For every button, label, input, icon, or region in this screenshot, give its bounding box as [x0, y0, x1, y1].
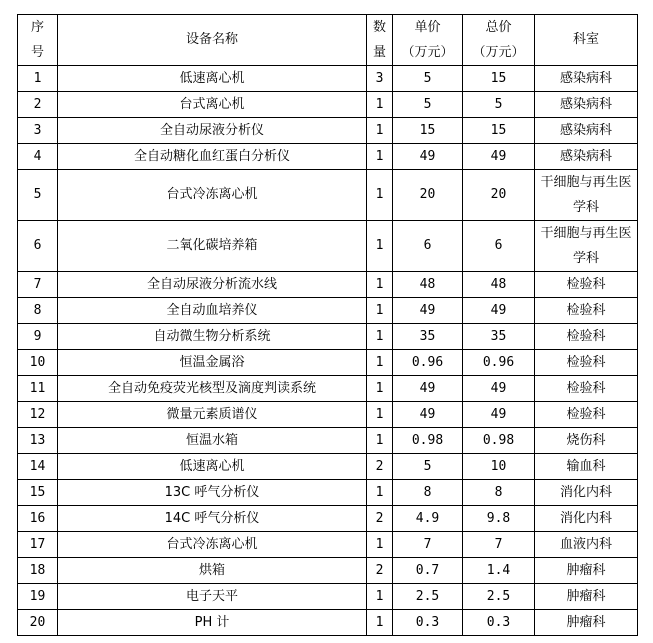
cell-dept: 消化内科: [535, 480, 638, 506]
table-row: [18, 376, 638, 402]
cell-total-price: 0.98: [463, 428, 535, 454]
cell-qty: 1: [367, 221, 393, 272]
cell-index: 8: [18, 298, 58, 324]
cell-dept: 感染病科: [535, 144, 638, 170]
cell-unit-price: 49: [393, 298, 463, 324]
cell-index: 3: [18, 118, 58, 144]
cell-unit-price: 35: [393, 324, 463, 350]
cell-name: 低速离心机: [58, 66, 367, 92]
table-row: [18, 610, 638, 636]
cell-unit-price: 8: [393, 480, 463, 506]
cell-qty: 1: [367, 584, 393, 610]
cell-unit-price: 5: [393, 454, 463, 480]
cell-unit-price: 4.9: [393, 506, 463, 532]
cell-qty: 1: [367, 610, 393, 636]
table-row: [18, 428, 638, 454]
table-row: [18, 66, 638, 92]
cell-unit-price: 0.7: [393, 558, 463, 584]
cell-name: 低速离心机: [58, 454, 367, 480]
cell-dept: 干细胞与再生医学科: [535, 170, 638, 221]
header-qty: 数 量: [367, 15, 393, 66]
cell-index: 17: [18, 532, 58, 558]
cell-qty: 2: [367, 454, 393, 480]
cell-qty: 1: [367, 118, 393, 144]
cell-dept: 干细胞与再生医学科: [535, 221, 638, 272]
cell-qty: 2: [367, 506, 393, 532]
table-row: [18, 170, 638, 221]
cell-name: 台式冷冻离心机: [58, 532, 367, 558]
cell-dept: 感染病科: [535, 66, 638, 92]
table-row: [18, 92, 638, 118]
cell-total-price: 15: [463, 66, 535, 92]
table-row: [18, 272, 638, 298]
cell-index: 5: [18, 170, 58, 221]
cell-qty: 1: [367, 298, 393, 324]
cell-qty: 2: [367, 558, 393, 584]
cell-unit-price: 0.96: [393, 350, 463, 376]
cell-total-price: 7: [463, 532, 535, 558]
cell-name: 台式离心机: [58, 92, 367, 118]
cell-unit-price: 49: [393, 376, 463, 402]
cell-qty: 1: [367, 376, 393, 402]
cell-total-price: 49: [463, 402, 535, 428]
cell-dept: 烧伤科: [535, 428, 638, 454]
table-row: [18, 324, 638, 350]
cell-qty: 1: [367, 272, 393, 298]
cell-name: 全自动尿液分析仪: [58, 118, 367, 144]
cell-unit-price: 15: [393, 118, 463, 144]
cell-dept: 检验科: [535, 350, 638, 376]
cell-index: 16: [18, 506, 58, 532]
header-name: 设备名称: [58, 15, 367, 66]
cell-name: 二氧化碳培养箱: [58, 221, 367, 272]
cell-dept: 检验科: [535, 376, 638, 402]
cell-unit-price: 0.98: [393, 428, 463, 454]
cell-unit-price: 48: [393, 272, 463, 298]
cell-total-price: 35: [463, 324, 535, 350]
table-row: [18, 480, 638, 506]
header-index: 序 号: [18, 15, 58, 66]
cell-dept: 输血科: [535, 454, 638, 480]
cell-name: 微量元素质谱仪: [58, 402, 367, 428]
cell-index: 11: [18, 376, 58, 402]
table-row: [18, 532, 638, 558]
cell-name: 全自动血培养仪: [58, 298, 367, 324]
cell-total-price: 9.8: [463, 506, 535, 532]
cell-total-price: 0.96: [463, 350, 535, 376]
cell-total-price: 15: [463, 118, 535, 144]
equipment-table: [17, 14, 638, 636]
table-row: [18, 454, 638, 480]
cell-unit-price: 49: [393, 144, 463, 170]
cell-total-price: 0.3: [463, 610, 535, 636]
cell-name: 电子天平: [58, 584, 367, 610]
header-unit-price: 单价 （万元）: [393, 15, 463, 66]
cell-name: 全自动尿液分析流水线: [58, 272, 367, 298]
cell-qty: 1: [367, 144, 393, 170]
cell-index: 18: [18, 558, 58, 584]
cell-dept: 检验科: [535, 324, 638, 350]
cell-index: 14: [18, 454, 58, 480]
cell-index: 6: [18, 221, 58, 272]
table-row: [18, 402, 638, 428]
cell-index: 12: [18, 402, 58, 428]
cell-name: 全自动糖化血红蛋白分析仪: [58, 144, 367, 170]
cell-name: 恒温水箱: [58, 428, 367, 454]
cell-dept: 血液内科: [535, 532, 638, 558]
cell-total-price: 48: [463, 272, 535, 298]
cell-unit-price: 5: [393, 66, 463, 92]
cell-total-price: 49: [463, 298, 535, 324]
cell-qty: 1: [367, 324, 393, 350]
header-dept: 科室: [535, 15, 638, 66]
cell-qty: 1: [367, 428, 393, 454]
cell-dept: 感染病科: [535, 118, 638, 144]
cell-total-price: 49: [463, 376, 535, 402]
cell-name: 台式冷冻离心机: [58, 170, 367, 221]
table-row: [18, 350, 638, 376]
cell-index: 19: [18, 584, 58, 610]
cell-qty: 1: [367, 92, 393, 118]
header-total-price: 总价 （万元）: [463, 15, 535, 66]
cell-index: 4: [18, 144, 58, 170]
cell-dept: 检验科: [535, 272, 638, 298]
cell-total-price: 10: [463, 454, 535, 480]
cell-dept: 肿瘤科: [535, 610, 638, 636]
cell-index: 7: [18, 272, 58, 298]
cell-unit-price: 20: [393, 170, 463, 221]
cell-index: 2: [18, 92, 58, 118]
table-row: [18, 584, 638, 610]
cell-qty: 1: [367, 170, 393, 221]
cell-name: 13C 呼气分析仪: [58, 480, 367, 506]
cell-qty: 1: [367, 480, 393, 506]
cell-index: 10: [18, 350, 58, 376]
table-row: [18, 298, 638, 324]
cell-total-price: 8: [463, 480, 535, 506]
cell-index: 20: [18, 610, 58, 636]
cell-name: 自动微生物分析系统: [58, 324, 367, 350]
cell-qty: 3: [367, 66, 393, 92]
table-row: [18, 221, 638, 272]
header-row: [18, 15, 638, 66]
cell-total-price: 1.4: [463, 558, 535, 584]
cell-qty: 1: [367, 402, 393, 428]
cell-name: 烘箱: [58, 558, 367, 584]
cell-qty: 1: [367, 350, 393, 376]
cell-dept: 检验科: [535, 402, 638, 428]
cell-name: 14C 呼气分析仪: [58, 506, 367, 532]
table-row: [18, 144, 638, 170]
cell-dept: 消化内科: [535, 506, 638, 532]
cell-unit-price: 5: [393, 92, 463, 118]
cell-index: 15: [18, 480, 58, 506]
cell-unit-price: 49: [393, 402, 463, 428]
cell-total-price: 2.5: [463, 584, 535, 610]
cell-unit-price: 7: [393, 532, 463, 558]
cell-unit-price: 2.5: [393, 584, 463, 610]
cell-total-price: 20: [463, 170, 535, 221]
cell-name: 全自动免疫荧光核型及滴度判读系统: [58, 376, 367, 402]
cell-index: 9: [18, 324, 58, 350]
cell-dept: 感染病科: [535, 92, 638, 118]
table-row: [18, 118, 638, 144]
cell-unit-price: 0.3: [393, 610, 463, 636]
cell-dept: 肿瘤科: [535, 558, 638, 584]
cell-total-price: 6: [463, 221, 535, 272]
cell-unit-price: 6: [393, 221, 463, 272]
cell-name: 恒温金属浴: [58, 350, 367, 376]
cell-total-price: 5: [463, 92, 535, 118]
cell-index: 1: [18, 66, 58, 92]
cell-dept: 检验科: [535, 298, 638, 324]
cell-total-price: 49: [463, 144, 535, 170]
cell-name: PH 计: [58, 610, 367, 636]
table-row: [18, 506, 638, 532]
table-row: [18, 558, 638, 584]
cell-dept: 肿瘤科: [535, 584, 638, 610]
cell-qty: 1: [367, 532, 393, 558]
cell-index: 13: [18, 428, 58, 454]
